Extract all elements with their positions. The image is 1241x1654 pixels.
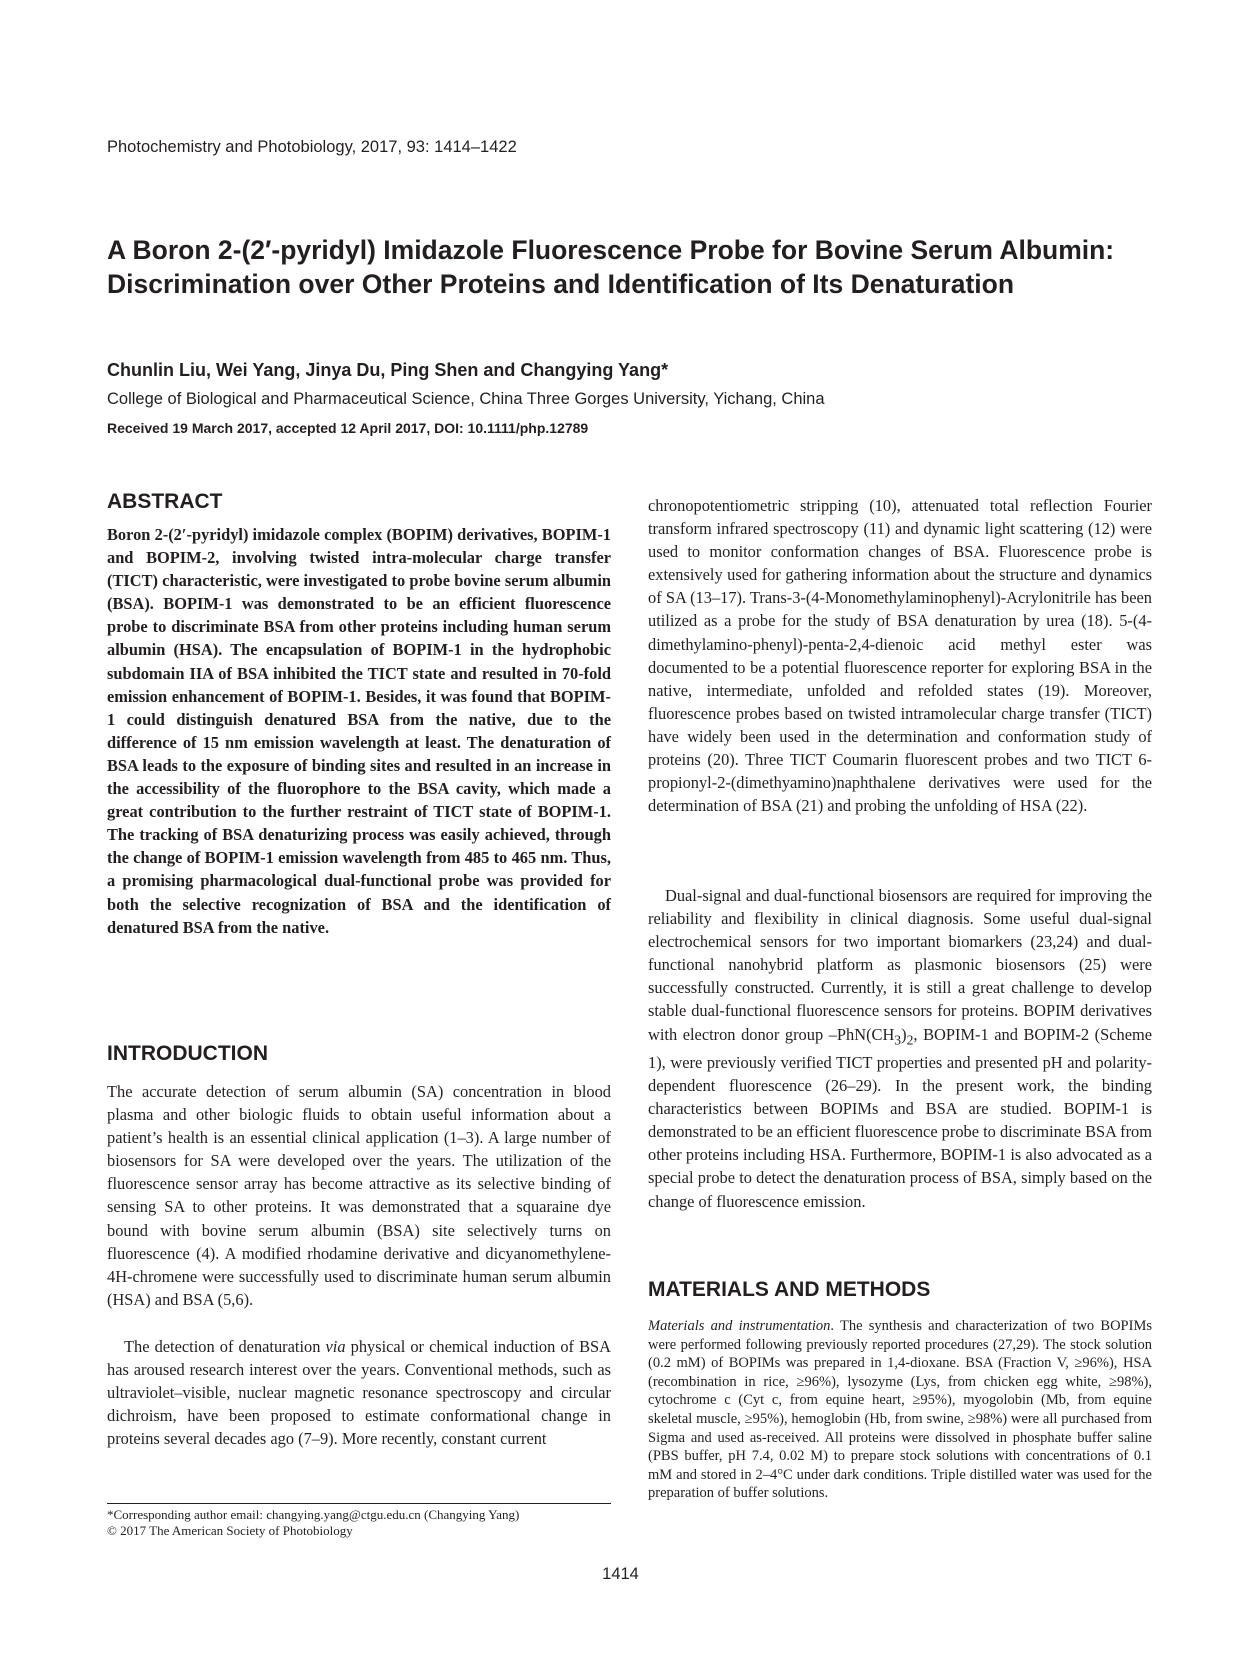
introduction-paragraph-3: chronopotentiometric stripping (10), attenuated total reflection Fourier transform infrared spectroscopy (11) and dynamic light scattering (12) were used to monitor conformation changes of BSA. Fluorescence probe is extensively used for gathering information about the structure and dynamics of SA (13–17). Trans-3-(4-Monomethylaminophenyl)-Acrylonitrile has been utilized as a probe for the study of BSA denaturation by urea (18). 5-(4-dimethylamino-phenyl)-penta-2,4-dienoic acid methyl ester was documented to be a potential fluorescence reporter for exploring BSA in the native, intermediate, unfolded and refolded states (19). Moreover, fluorescence probes based on twisted intramolecular charge transfer (TICT) have widely been used in the determination and conformation study of proteins (20). Three TICT Coumarin fluorescent probes and two TICT 6-propionyl-2-(dimethyamino)naphthalene derivatives were used for the determination of BSA (21) and probing the unfolding of HSA (22). — [648, 496, 1152, 816]
abstract-text: Boron 2-(2′-pyridyl) imidazole complex (BOPIM) derivatives, BOPIM-1 and BOPIM-2, involving twisted intra-molecular charge transfer (TICT) characteristic, were investigated to probe bovine serum albumin (BSA). BOPIM-1 was demonstrated to be an efficient fluorescence probe to discriminate BSA from other proteins including human serum albumin (HSA). The encapsulation of BOPIM-1 in the hydrophobic subdomain IIA of BSA inhibited the TICT state and resulted in 70-fold emission enhancement of BOPIM-1. Besides, it was found that BOPIM-1 could distinguish denatured BSA from the native, due to the difference of 15 nm emission wavelength at least. The denaturation of BSA leads to the exposure of binding sites and resulted in an increase in the accessibility of the fluorophore to the BSA cavity, which made a great contribution to the further restraint of TICT state of BOPIM-1. The tracking of BSA denaturizing process was easily achieved, through the change of BOPIM-1 emission wavelength from 485 to 465 nm. Thus, a promising pharmacological dual-functional probe was provided for both the selective recognization of BSA and the identification of denatured BSA from the native. — [107, 525, 611, 937]
italic-term: via — [325, 1337, 346, 1356]
paper-title: A Boron 2-(2′-pyridyl) Imidazole Fluorescence Probe for Bovine Serum Albumin: Discrimination over Other Proteins and Identification of Its Denaturation — [107, 235, 1115, 299]
paragraph-text: physical or chemical induction of BSA has aroused research interest over the years. Conventional methods, such as ultraviolet–visible, nuclear magnetic resonance spectroscopy and circular dichroism, have been proposed to estimate conformational change in proteins several decades ago (7–9). More recently, constant current — [107, 1337, 611, 1449]
corresponding-author-note: *Corresponding author email: changying.yang@ctgu.edu.cn (Changying Yang) — [107, 1507, 520, 1522]
author-list: Chunlin Liu, Wei Yang, Jinya Du, Ping Shen and Changying Yang* — [107, 360, 669, 380]
introduction-paragraph-4 — [648, 884, 1152, 1213]
subscript: 3 — [894, 1031, 902, 1047]
materials-methods-heading: MATERIALS AND METHODS — [648, 1278, 931, 1301]
affiliation: College of Biological and Pharmaceutical Science, China Three Gorges University, Yichang, China — [107, 390, 825, 408]
paragraph-text: . The synthesis and characterization of two BOPIMs were performed following previously reported procedures (27,29). The stock solution (0.2 mM) of BOPIMs was prepared in 1,4-dioxane. BSA (Fraction V, ≥96%), HSA (recombination in rice, ≥96%), lysozyme (Lys, from chicken egg white, ≥98%), cytochrome c (Cyt c, from equine heart, ≥95%), myogolobin (Mb, from equine skeletal muscle, ≥95%), hemoglobin (Hb, from swine, ≥98%) were all purchased from Sigma and used as-received. All proteins were dissolved in phosphate buffer saline (PBS buffer, pH 7.4, 0.02 M) to prepare stock solutions with concentrations of 0.1 mM and stored in 2–4°C under dark conditions. Triple distilled water was used for the preparation of buffer solutions. — [648, 1318, 1152, 1502]
paragraph-text: , BOPIM-1 and BOPIM-2 (Scheme 1), were previously verified TICT properties and presented pH and polarity-dependent fluorescence (26–29). In the present work, the binding characteristics between BOPIMs and BSA are studied. BOPIM-1 is demonstrated to be an efficient fluorescence probe to discriminate BSA from other proteins including HSA. Furthermore, BOPIM-1 is also advocated as a special probe to detect the denaturation process of BSA, simply based on the change of fluorescence emission. — [648, 1024, 1153, 1211]
paragraph-text: ) — [901, 1024, 907, 1044]
page-number: 1414 — [602, 1565, 639, 1583]
paragraph-text: The detection of denaturation — [124, 1337, 326, 1356]
received-dates-doi: Received 19 March 2017, accepted 12 April 2017, DOI: 10.1111/php.12789 — [107, 420, 589, 436]
materials-instrumentation-paragraph — [648, 1317, 1152, 1503]
introduction-paragraph-2 — [107, 1335, 611, 1450]
copyright-note: © 2017 The American Society of Photobiology — [107, 1523, 353, 1538]
introduction-heading: INTRODUCTION — [107, 1042, 268, 1065]
introduction-paragraph-1: The accurate detection of serum albumin (SA) concentration in blood plasma and other biologic fluids to obtain useful information about a patient’s health is an essential clinical application (1–3). A large number of biosensors for SA were developed over the years. The utilization of the fluorescence sensor array has become attractive as its selective binding of sensing SA to other proteins. It was demonstrated that a squaraine dye bound with bovine serum albumin (BSA) site selectively turns on fluorescence (4). A modified rhodamine derivative and dicyanomethylene-4H-chromene were successfully used to discriminate human serum albumin (HSA) and BSA (5,6). — [107, 1082, 611, 1309]
paragraph-text: Dual-signal and dual-functional biosensors are required for improving the reliability and flexibility in clinical diagnosis. Some useful dual-signal electrochemical sensors for two important biomarkers (23,24) and dual-functional nanohybrid platform as plasmonic biosensors (25) were successfully constructed. Currently, it is still a great challenge to develop stable dual-functional fluorescence sensors for proteins. BOPIM derivatives with electron donor group –PhN(CH — [648, 886, 1152, 1044]
footnote-divider — [107, 1503, 611, 1504]
footnote — [107, 1507, 627, 1539]
journal-header: Photochemistry and Photobiology, 2017, 93: 1414–1422 — [107, 138, 517, 156]
subsection-heading: Materials and instrumentation — [648, 1318, 831, 1334]
abstract-heading: ABSTRACT — [107, 490, 223, 513]
subscript: 2 — [906, 1031, 914, 1047]
